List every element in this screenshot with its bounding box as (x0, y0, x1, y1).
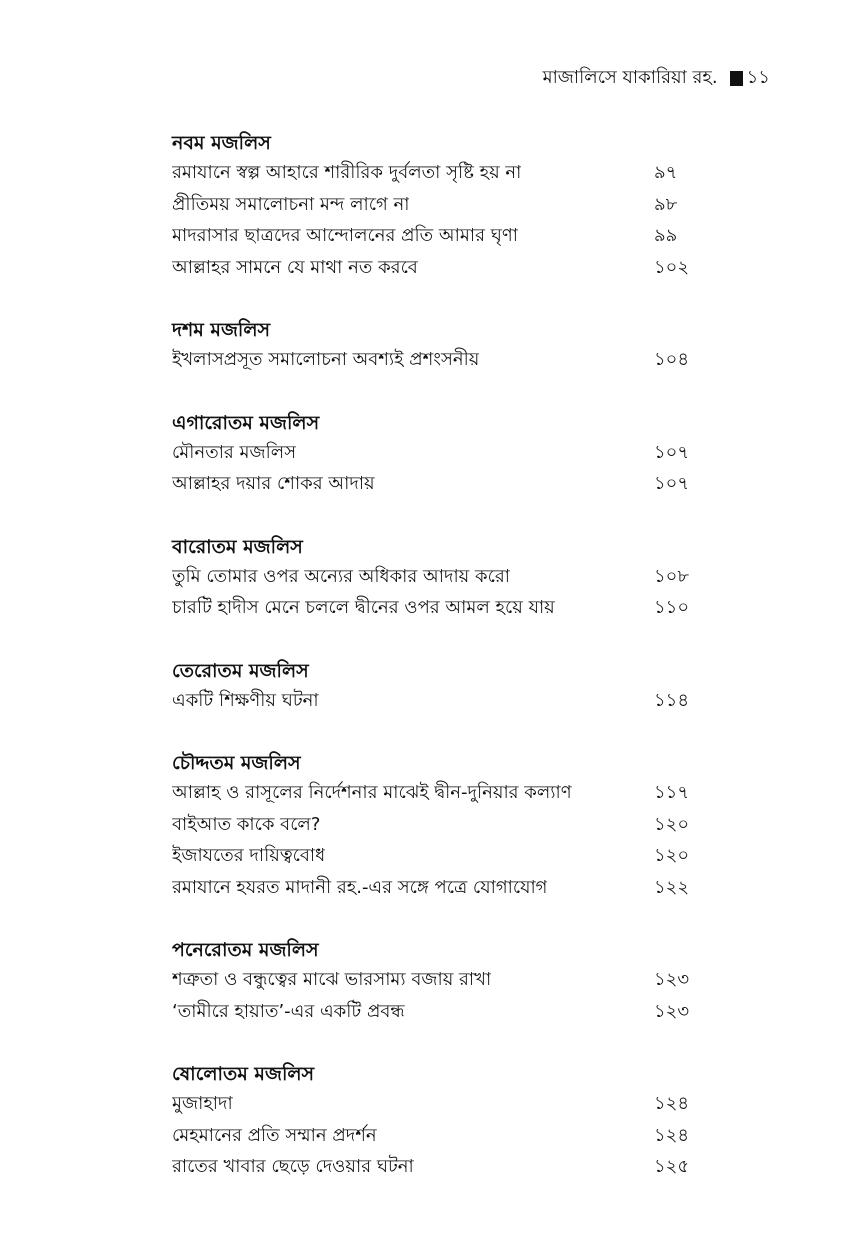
entry-title: মৌনতার মজলিস (172, 441, 297, 463)
entry-page-number: ১২০ (654, 813, 690, 835)
toc-section (172, 315, 696, 377)
entry-page-number: ৯৯ (654, 225, 678, 247)
toc-entry (172, 438, 696, 470)
entry-page-number: ১২৪ (654, 1093, 690, 1115)
entry-page-number: ১১৪ (654, 689, 690, 711)
entry-page-number: ১১০ (654, 597, 690, 619)
entry-title: বাইআত কাকে বলে? (172, 813, 321, 835)
entry-title: চারটি হাদীস মেনে চললে দ্বীনের ওপর আমল হয়ে যায় (172, 597, 555, 619)
entry-page-number: ১২২ (654, 876, 690, 898)
entry-page-number: ১২৪ (654, 1124, 690, 1146)
entry-title: প্রীতিময় সমালোচনা মন্দ লাগে না (172, 193, 410, 215)
section-title: তেরোতম মজলিস (172, 659, 309, 682)
header-square-ornament (730, 71, 743, 86)
toc-section (172, 748, 696, 904)
toc-entry (172, 253, 696, 285)
entry-page-number: ১০৭ (654, 473, 690, 495)
entry-page-number: ১২০ (654, 845, 690, 867)
entry-title: একটি শিক্ষণীয় ঘটনা (172, 689, 319, 711)
toc-entry (172, 965, 696, 997)
entry-page-number: ১০৮ (654, 565, 690, 587)
running-header (543, 66, 770, 90)
entry-title: রমাযানে স্বল্প আহারে শারীরিক দুর্বলতা সৃষ্টি হয় না (172, 162, 522, 184)
toc-section (172, 128, 696, 284)
entry-page-number: ১০২ (654, 256, 690, 278)
toc-section (172, 656, 696, 718)
toc-entry (172, 686, 696, 718)
toc-entry (172, 345, 696, 377)
entry-page-number: ১০৪ (654, 349, 690, 371)
toc-entry (172, 841, 696, 873)
entry-page-number: ১১৭ (654, 782, 690, 804)
toc-entry (172, 997, 696, 1029)
section-title: বারোতম মজলিস (172, 535, 303, 558)
toc-entry (172, 190, 696, 222)
book-title: মাজালিসে যাকারিয়া রহ. (542, 67, 718, 88)
toc-entry (172, 221, 696, 253)
toc-entry (172, 1152, 696, 1184)
toc-entry (172, 810, 696, 842)
toc-section (172, 532, 696, 625)
entry-title: আল্লাহর সামনে যে মাথা নত করবে (172, 256, 418, 278)
section-title: এগারোতম মজলিস (172, 411, 320, 434)
table-of-contents (172, 128, 696, 1215)
entry-title: শত্রুতা ও বন্ধুত্বের মাঝে ভারসাম্য বজায় রাখা (172, 969, 492, 991)
section-title: চৌদ্দতম মজলিস (172, 752, 301, 774)
toc-entry (172, 593, 696, 625)
entry-title: রমাযানে হযরত মাদানী রহ.-এর সঙ্গে পত্রে যোগাযোগ (172, 876, 548, 898)
entry-page-number: ৯৭ (654, 162, 678, 184)
section-title: দশম মজলিস (172, 319, 271, 341)
entry-title: ইজাযতের দায়িত্ববোধ (172, 845, 326, 867)
toc-entry (172, 1089, 696, 1121)
entry-page-number: ১০৭ (654, 441, 690, 463)
toc-entry (172, 1121, 696, 1153)
section-title: ষোলোতম মজলিস (172, 1063, 315, 1085)
entry-page-number: ১২৩ (654, 969, 690, 991)
entry-title: আল্লাহর দয়ার শোকর আদায় (172, 473, 375, 495)
entry-page-number: ১২৩ (654, 1000, 690, 1022)
toc-entry (172, 469, 696, 501)
toc-section (172, 1059, 696, 1184)
toc-section (172, 935, 696, 1028)
toc-section (172, 408, 696, 501)
section-title: নবম মজলিস (172, 132, 271, 154)
toc-entry (172, 778, 696, 810)
section-title: পনেরোতম মজলিস (172, 939, 319, 961)
entry-title: মাদরাসার ছাত্রদের আন্দোলনের প্রতি আমার ঘৃণা (172, 225, 518, 247)
entry-page-number: ১২৫ (654, 1156, 690, 1178)
toc-entry (172, 158, 696, 190)
entry-title: আল্লাহ ও রাসূলের নির্দেশনার মাঝেই দ্বীন-দুনিয়ার কল্যাণ (172, 782, 572, 804)
entry-title: ইখলাসপ্রসূত সমালোচনা অবশ্যই প্রশংসনীয় (172, 349, 480, 371)
entry-page-number: ৯৮ (654, 193, 678, 215)
entry-title: ‘তামীরে হায়াত’-এর একটি প্রবন্ধ (172, 1000, 405, 1022)
page-number: ১১ (746, 67, 770, 88)
entry-title: রাতের খাবার ছেড়ে দেওয়ার ঘটনা (172, 1156, 414, 1178)
toc-entry (172, 873, 696, 905)
entry-title: মুজাহাদা (172, 1093, 233, 1115)
entry-title: মেহমানের প্রতি সম্মান প্রদর্শন (172, 1124, 377, 1146)
entry-title: তুমি তোমার ওপর অন্যের অধিকার আদায় করো (172, 565, 510, 587)
toc-entry (172, 562, 696, 594)
